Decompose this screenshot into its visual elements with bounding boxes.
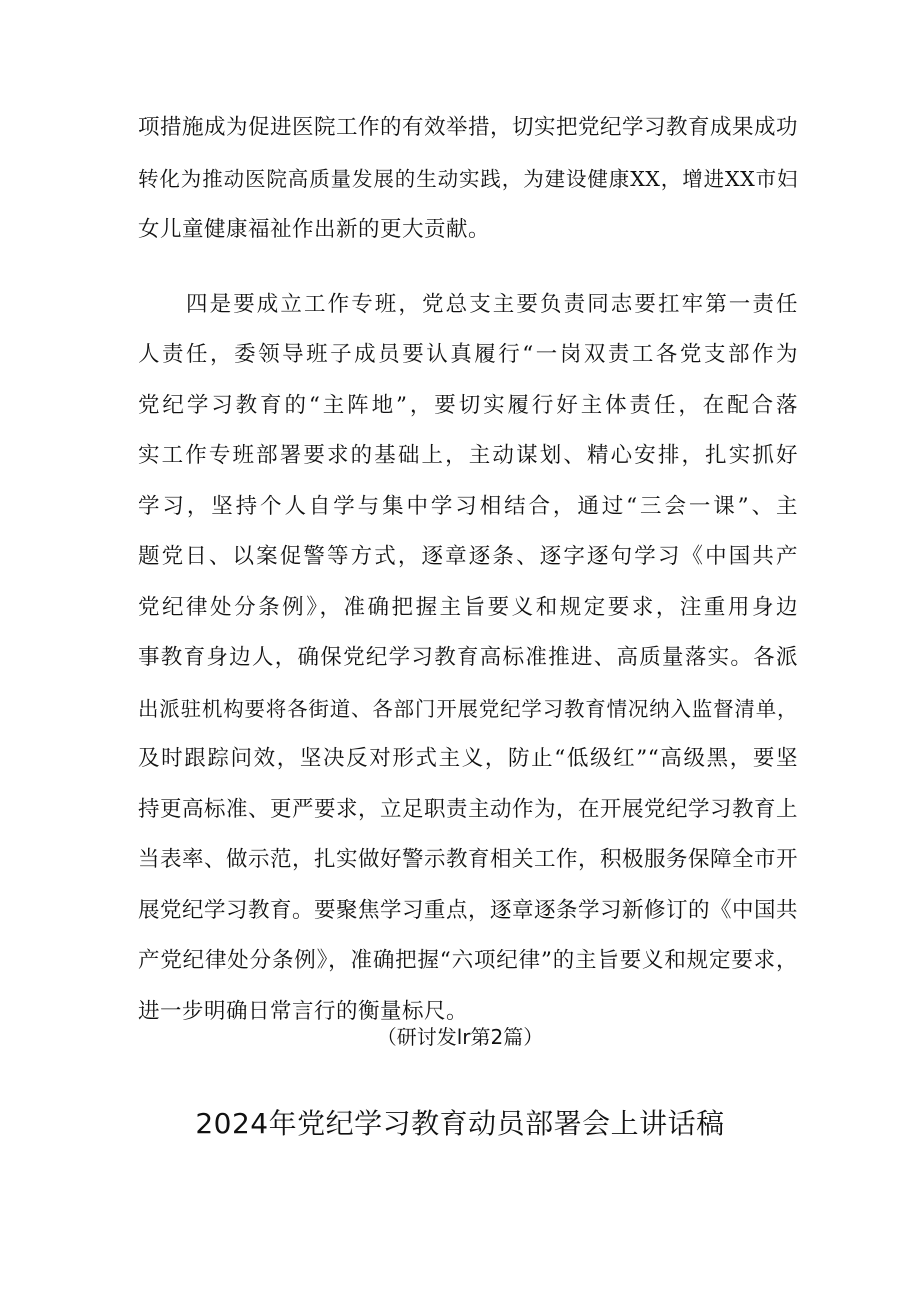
document-title: 2024年党纪学习教育动员部署会上讲话稿 bbox=[195, 1107, 725, 1140]
paragraph-2-line-9: 出派驻机构要将各街道、各部门开展党纪学习教育情况纳入监督清单， bbox=[138, 697, 798, 721]
paragraph-2-line-14: 产党纪律处分条例》，准确把握“六项纪律”的主旨要义和规定要求， bbox=[138, 948, 798, 973]
paragraph-1-line-2: 转化为推动医院高质量发展的生动实践，为建设健康XX，增进XX市妇 bbox=[138, 167, 798, 191]
paragraph-2-line-6: 题党日、以案促警等方式，逐章逐条、逐字逐句学习《中国共产 bbox=[138, 544, 798, 569]
paragraph-2-line-4: 实工作专班部署要求的基础上，主动谋划、精心安排，扎实抓好 bbox=[138, 443, 798, 468]
paragraph-2-line-5: 学习，坚持个人自学与集中学习相结合，通过“三会一课”、主 bbox=[138, 494, 798, 519]
paragraph-2-line-2: 人责任，委领导班子成员要认真履行“一岗双责工各党支部作为 bbox=[138, 342, 798, 367]
paragraph-2-line-12: 当表率、做示范，扎实做好警示教育相关工作，积极服务保障全市开 bbox=[138, 847, 799, 872]
paragraph-2-line-7: 党纪律处分条例》，准确把握主旨要义和规定要求，注重用身边 bbox=[138, 595, 798, 620]
paragraph-2-line-3: 党纪学习教育的“主阵地”，要切实履行好主体责任，在配合落 bbox=[138, 393, 798, 418]
paragraph-2-line-13: 展党纪学习教育。要聚焦学习重点，逐章逐条学习新修订的《中国共 bbox=[138, 898, 799, 923]
section-label: （研讨发lr第2篇） bbox=[376, 1025, 544, 1049]
paragraph-1-line-3: 女儿童健康福祉作出新的更大贡献。 bbox=[138, 217, 491, 242]
paragraph-2-line-15: 进一步明确日常言行的衡量标尺。 bbox=[138, 999, 469, 1024]
paragraph-1-line-1: 项措施成为促进医院工作的有效举措，切实把党纪学习教育成果成功 bbox=[138, 115, 799, 140]
paragraph-2-line-1: 四是要成立工作专班，党总支主要负责同志要扛牢第一责任 bbox=[186, 292, 798, 317]
paragraph-2-line-10: 及时跟踪问效，坚决反对形式主义，防止“低级红”“高级黑，要坚 bbox=[138, 746, 798, 771]
paragraph-2-line-11: 持更高标准、更严要求，立足职责主动作为，在开展党纪学习教育上 bbox=[138, 797, 799, 822]
paragraph-2-line-8: 事教育身边人，确保党纪学习教育高标准推进、高质量落实。各派 bbox=[138, 645, 798, 670]
